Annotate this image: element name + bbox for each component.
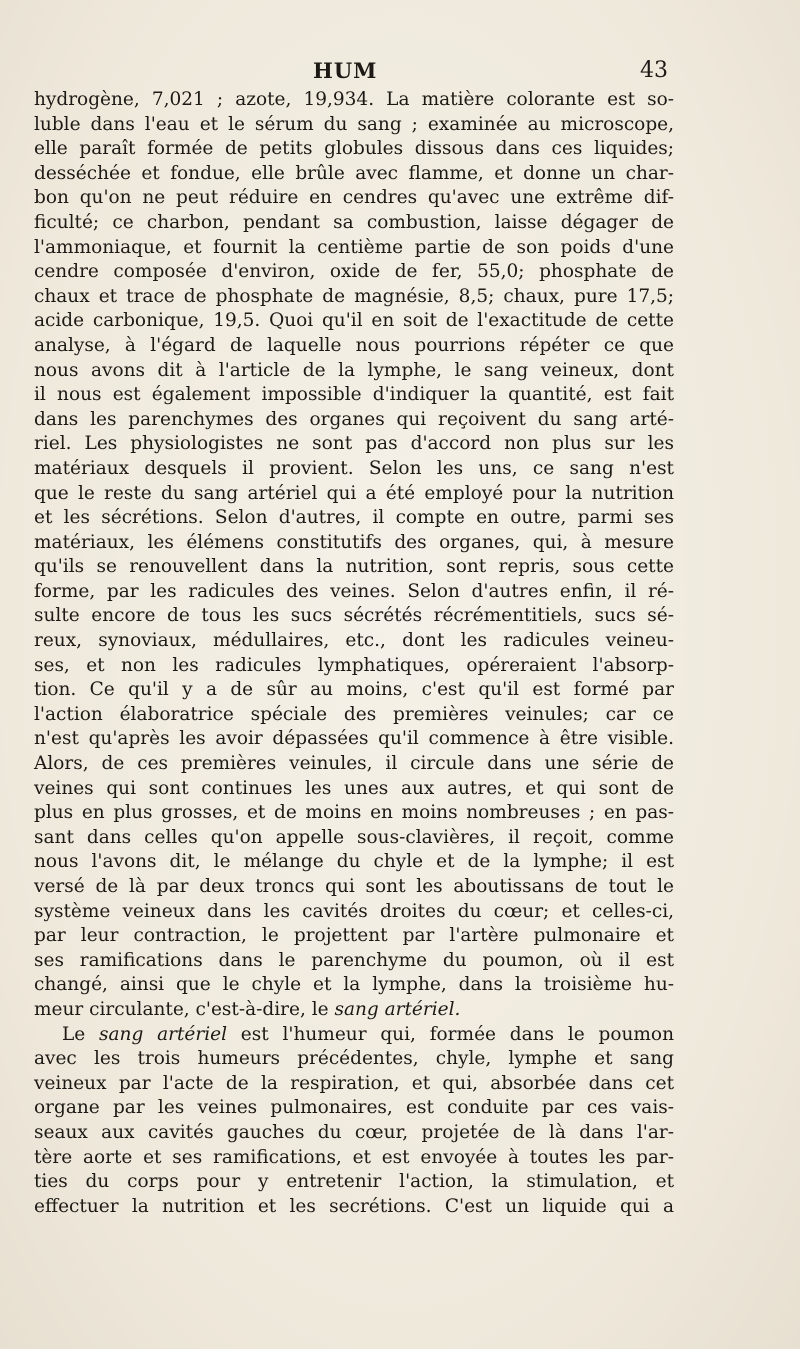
text-line: système veineux dans les cavités droites du cœur; et celles-ci, <box>34 900 674 922</box>
text-line: tère aorte et ses ramifications, et est envoyée à toutes les par- <box>34 1146 674 1168</box>
text-line: bon qu'on ne peut réduire en cendres qu'avec une extrême dif- <box>34 187 674 209</box>
text-line: analyse, à l'égard de laquelle nous pourrions répéter ce que <box>34 334 674 356</box>
text-line: forme, par les radicules des veines. Selon d'autres enfin, il ré- <box>34 580 674 602</box>
text-line: elle paraît formée de petits globules dissous dans ces liquides; <box>34 138 674 160</box>
text-line: nous avons dit à l'article de la lymphe, le sang veineux, dont <box>34 359 674 381</box>
text-line: ses, et non les radicules lymphatiques, opéreraient l'absorp- <box>34 654 674 676</box>
text-span: meur circulante, c'est-à-dire, le <box>34 998 335 1020</box>
text-line: avec les trois humeurs précédentes, chyle, lymphe et sang <box>34 1048 674 1070</box>
text-line: et les sécrétions. Selon d'autres, il compte en outre, parmi ses <box>34 507 674 529</box>
italic-term: sang artériel. <box>334 998 461 1020</box>
text-line: luble dans l'eau et le sérum du sang ; examinée au microscope, <box>34 113 674 135</box>
text-line: nous l'avons dit, le mélange du chyle et de la lymphe; il est <box>34 851 674 873</box>
running-title: HUM <box>313 58 378 83</box>
text-line: organe par les veines pulmonaires, est conduite par ces vais- <box>34 1097 674 1119</box>
text-line: chaux et trace de phosphate de magnésie, 8,5; chaux, pure 17,5; <box>34 285 674 307</box>
text-line: sant dans celles qu'on appelle sous-clavières, il reçoit, comme <box>34 826 674 848</box>
text-line: acide carbonique, 19,5. Quoi qu'il en soit de l'exactitude de cette <box>34 310 674 332</box>
page-number: 43 <box>640 58 668 83</box>
paragraph-start-line <box>34 1023 674 1048</box>
text-line: n'est qu'après les avoir dépassées qu'il commence à être visible. <box>34 728 674 750</box>
text-span: Le <box>62 1023 100 1045</box>
text-span: est l'humeur qui, formée dans le poumon <box>227 1023 674 1045</box>
italic-term: sang artériel <box>99 1023 227 1045</box>
text-line: que le reste du sang artériel qui a été employé pour la nutrition <box>34 482 674 504</box>
text-line: ties du corps pour y entretenir l'action, la stimulation, et <box>34 1171 674 1193</box>
text-line: l'ammoniaque, et fournit la centième partie de son poids d'une <box>34 236 674 258</box>
text-line: ses ramifications dans le parenchyme du poumon, où il est <box>34 949 674 971</box>
text-line: sulte encore de tous les sucs sécrétés récrémentitiels, sucs sé- <box>34 605 674 627</box>
running-head <box>0 58 800 88</box>
text-line: l'action élaboratrice spéciale des premières veinules; car ce <box>34 703 674 725</box>
text-line: changé, ainsi que le chyle et la lymphe, dans la troisième hu- <box>34 974 674 996</box>
text-line: tion. Ce qu'il y a de sûr au moins, c'est qu'il est formé par <box>34 679 674 701</box>
body-text <box>34 88 674 1219</box>
text-line: ficulté; ce charbon, pendant sa combustion, laisse dégager de <box>34 211 674 233</box>
text-line: reux, synoviaux, médullaires, etc., dont les radicules veineu- <box>34 630 674 652</box>
text-line: cendre composée d'environ, oxide de fer, 55,0; phosphate de <box>34 261 674 283</box>
text-line: plus en plus grosses, et de moins en moins nombreuses ; en pas- <box>34 802 674 824</box>
text-line: matériaux desquels il provient. Selon les uns, ce sang n'est <box>34 457 674 479</box>
paragraph-end-line <box>34 998 674 1023</box>
text-line: matériaux, les élémens constitutifs des organes, qui, à mesure <box>34 531 674 553</box>
text-line: par leur contraction, le projettent par l'artère pulmonaire et <box>34 925 674 947</box>
text-line: hydrogène, 7,021 ; azote, 19,934. La matière colorante est so- <box>34 89 674 110</box>
text-line: effectuer la nutrition et les secrétions. C'est un liquide qui a <box>34 1195 674 1217</box>
text-line: il nous est également impossible d'indiquer la quantité, est fait <box>34 384 674 406</box>
text-line: veineux par l'acte de la respiration, et qui, absorbée dans cet <box>34 1072 674 1094</box>
text-line: veines qui sont continues les unes aux autres, et qui sont de <box>34 777 674 799</box>
text-line: desséchée et fondue, elle brûle avec flamme, et donne un char- <box>34 162 674 184</box>
text-line: riel. Les physiologistes ne sont pas d'accord non plus sur les <box>34 433 674 455</box>
text-line: dans les parenchymes des organes qui reçoivent du sang arté- <box>34 408 674 430</box>
text-line: seaux aux cavités gauches du cœur, projetée de là dans l'ar- <box>34 1121 674 1143</box>
text-line: qu'ils se renouvellent dans la nutrition, sont repris, sous cette <box>34 556 674 578</box>
text-line: Alors, de ces premières veinules, il circule dans une série de <box>34 753 674 775</box>
text-line: versé de là par deux troncs qui sont les aboutissans de tout le <box>34 876 674 897</box>
